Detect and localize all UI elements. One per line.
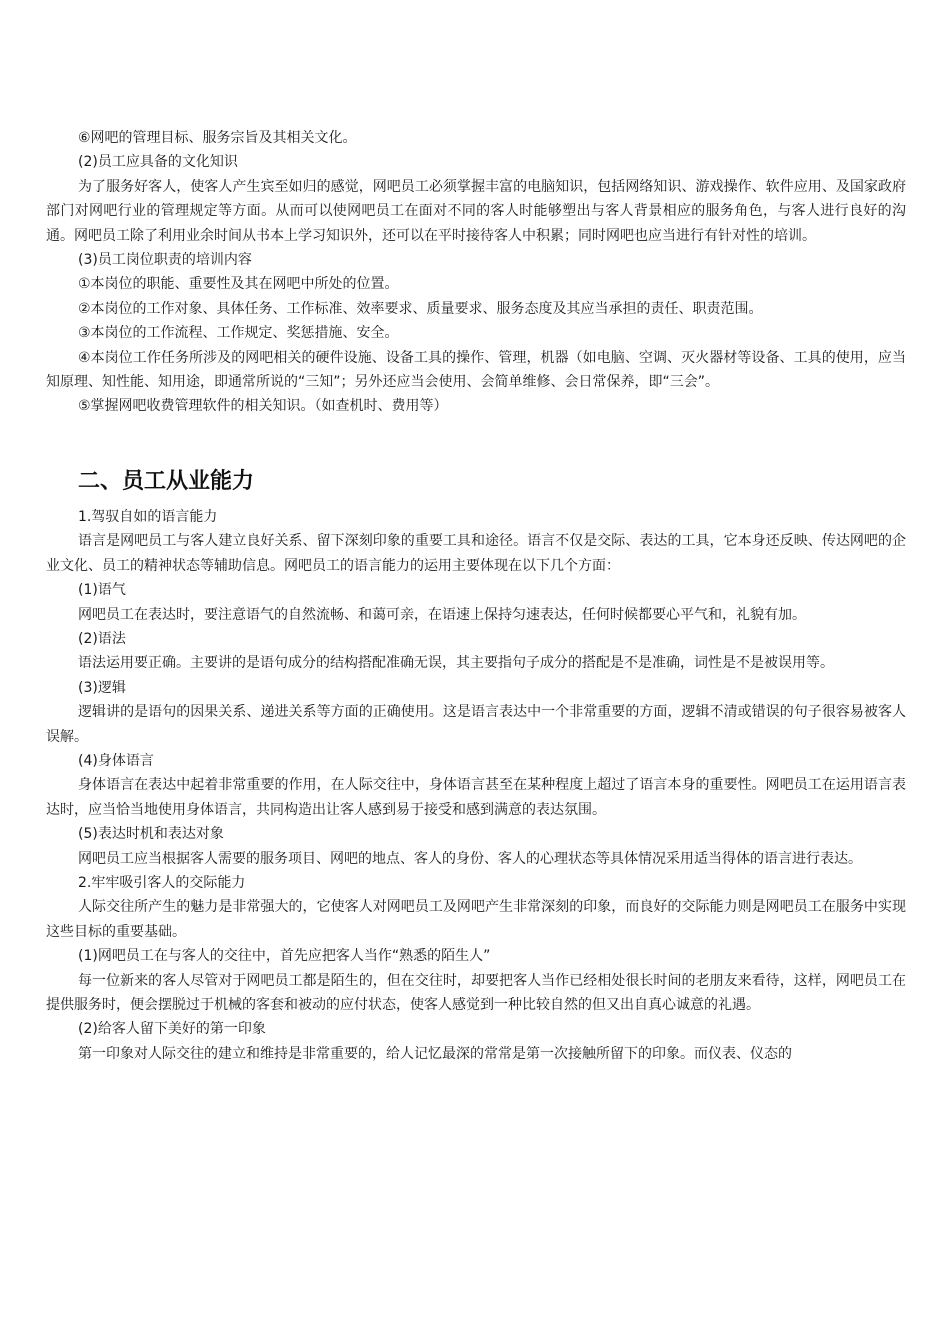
- subheading: 1.驾驭自如的语言能力: [78, 508, 218, 525]
- subheading: (1)语气: [78, 582, 126, 599]
- paragraph: 第一印象对人际交往的建立和维持是非常重要的，给人记忆最深的常常是第一次接触所留下的印象。而仪表、仪态的: [78, 1045, 792, 1062]
- subheading: 2.牢牢吸引客人的交际能力: [78, 874, 246, 891]
- paragraph: 网吧员工在表达时，要注意语气的自然流畅、和蔼可亲，在语速上保持匀速表达，任何时候都要心平气和，礼貌有加。: [78, 606, 806, 623]
- paragraph: 每一位新来的客人尽管对于网吧员工都是陌生的，但在交往时，却要把客人当作已经相处很长时间的老朋友来看待，这样，网吧员工在提供服务时，便会摆脱过于机械的客套和被动的应付状态，使客人感觉到一种比较自然的但又出自真心诚意的礼遇。: [46, 972, 906, 1013]
- subheading: (2)语法: [78, 630, 126, 647]
- paragraph: 网吧员工应当根据客人需要的服务项目、网吧的地点、客人的身份、客人的心理状态等具体情况采用适当得体的语言进行表达。: [78, 850, 862, 867]
- section-spacer: [46, 419, 906, 467]
- list-item: ②本岗位的工作对象、具体任务、工作标准、效率要求、质量要求、服务态度及其应当承担的责任、职责范围。: [78, 300, 763, 317]
- document-body: [46, 126, 906, 1066]
- paragraph: ⑥网吧的管理目标、服务宗旨及其相关文化。: [78, 130, 357, 146]
- subheading: (2)给客人留下美好的第一印象: [78, 1021, 266, 1038]
- subheading: (3)员工岗位职责的培训内容: [78, 252, 252, 269]
- list-item: ④本岗位工作任务所涉及的网吧相关的硬件设施、设备工具的操作、管理，机器（如电脑、空调、灭火器材等设备、工具的使用，应当知原理、知性能、知用途，即通常所说的“三知”；另外还应当会使用、会简单维修、会日常保养，即“三会”。: [46, 349, 906, 391]
- subheading: (3)逻辑: [78, 679, 126, 696]
- list-item: ①本岗位的职能、重要性及其在网吧中所处的位置。: [78, 276, 399, 293]
- list-item: ⑤掌握网吧收费管理软件的相关知识。（如查机时、费用等）: [78, 398, 448, 415]
- subheading: (4)身体语言: [78, 752, 154, 769]
- paragraph: 人际交往所产生的魅力是非常强大的，它使客人对网吧员工及网吧产生非常深刻的印象，而良好的交际能力则是网吧员工在服务中实现这些目标的重要基础。: [46, 899, 906, 940]
- subheading: (2)员工应具备的文化知识: [78, 154, 238, 171]
- subheading: (5)表达时机和表达对象: [78, 826, 224, 843]
- paragraph: 语言是网吧员工与客人建立良好关系、留下深刻印象的重要工具和途径。语言不仅是交际、表达的工具，它本身还反映、传达网吧的企业文化、员工的精神状态等辅助信息。网吧员工的语言能力的运用主要体现在以下几个方面：: [46, 533, 906, 574]
- section-heading: 二、员工从业能力: [78, 468, 255, 494]
- paragraph: 为了服务好客人，使客人产生宾至如归的感觉，网吧员工必须掌握丰富的电脑知识，包括网络知识、游戏操作、软件应用、及国家政府部门对网吧行业的管理规定等方面。从而可以使网吧员工在面对不同的客人时能够塑出与客人背景相应的服务角色，与客人进行良好的沟通。网吧员工除了利用业余时间从书本上学习知识外，还可以在平时接待客人中积累；同时网吧也应当进行有针对性的培训。: [46, 178, 906, 244]
- paragraph: 语法运用要正确。主要讲的是语句成分的结构搭配准确无误，其主要指句子成分的搭配是不是准确，词性是不是被误用等。: [78, 655, 834, 672]
- paragraph: 逻辑讲的是语句的因果关系、递进关系等方面的正确使用。这是语言表达中一个非常重要的方面，逻辑不清或错误的句子很容易被客人误解。: [46, 704, 906, 745]
- list-item: ③本岗位的工作流程、工作规定、奖惩措施、安全。: [78, 325, 399, 342]
- paragraph: 身体语言在表达中起着非常重要的作用，在人际交往中，身体语言甚至在某种程度上超过了语言本身的重要性。网吧员工在运用语言表达时，应当恰当地使用身体语言，共同构造出让客人感到易于接受和感到满意的表达氛围。: [46, 777, 906, 818]
- subheading: (1)网吧员工在与客人的交往中，首先应把客人当作“熟悉的陌生人”: [78, 948, 491, 965]
